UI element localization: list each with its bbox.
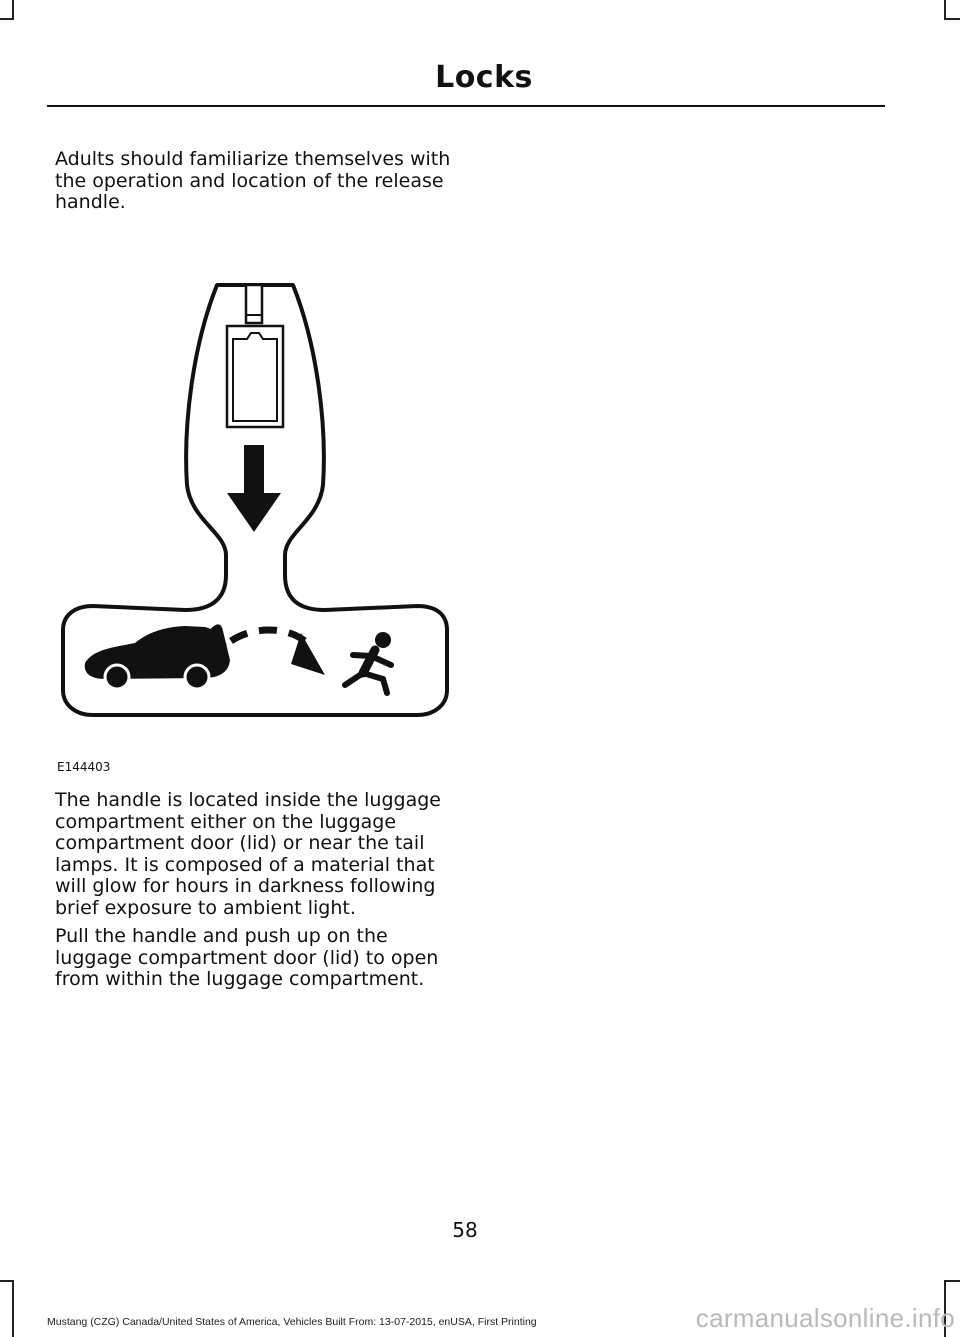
instruction-paragraph: Pull the handle and push up on the luggage compartment door (lid) to open from within the luggage compartment.	[55, 925, 439, 990]
release-handle-illustration	[55, 275, 455, 725]
crop-mark	[12, 1280, 14, 1337]
watermark: carmanualsonline.info	[695, 1303, 955, 1333]
crop-mark	[944, 18, 960, 20]
crop-mark	[944, 1280, 960, 1282]
page-number: 58	[452, 1218, 478, 1242]
page-title: Locks	[435, 60, 533, 95]
header-divider	[47, 105, 885, 107]
crop-mark	[12, 0, 14, 20]
release-tag	[246, 285, 262, 323]
footer-text: Mustang (CZG) Canada/United States of America, Vehicles Built From: 13-07-2015, enUSA, First Printing	[47, 1316, 537, 1328]
intro-paragraph: Adults should familiarize themselves with the operation and location of the release handle.	[55, 148, 451, 213]
crop-mark	[944, 0, 946, 20]
location-paragraph: The handle is located inside the luggage compartment either on the luggage compartment door (lid) or near the tail lamps. It is composed of a material that will glow for hours in darkness following brief exposure to ambient light.	[55, 789, 441, 919]
crop-mark	[0, 18, 14, 20]
crop-mark	[0, 1280, 14, 1282]
figure-code: E144403	[57, 760, 111, 774]
